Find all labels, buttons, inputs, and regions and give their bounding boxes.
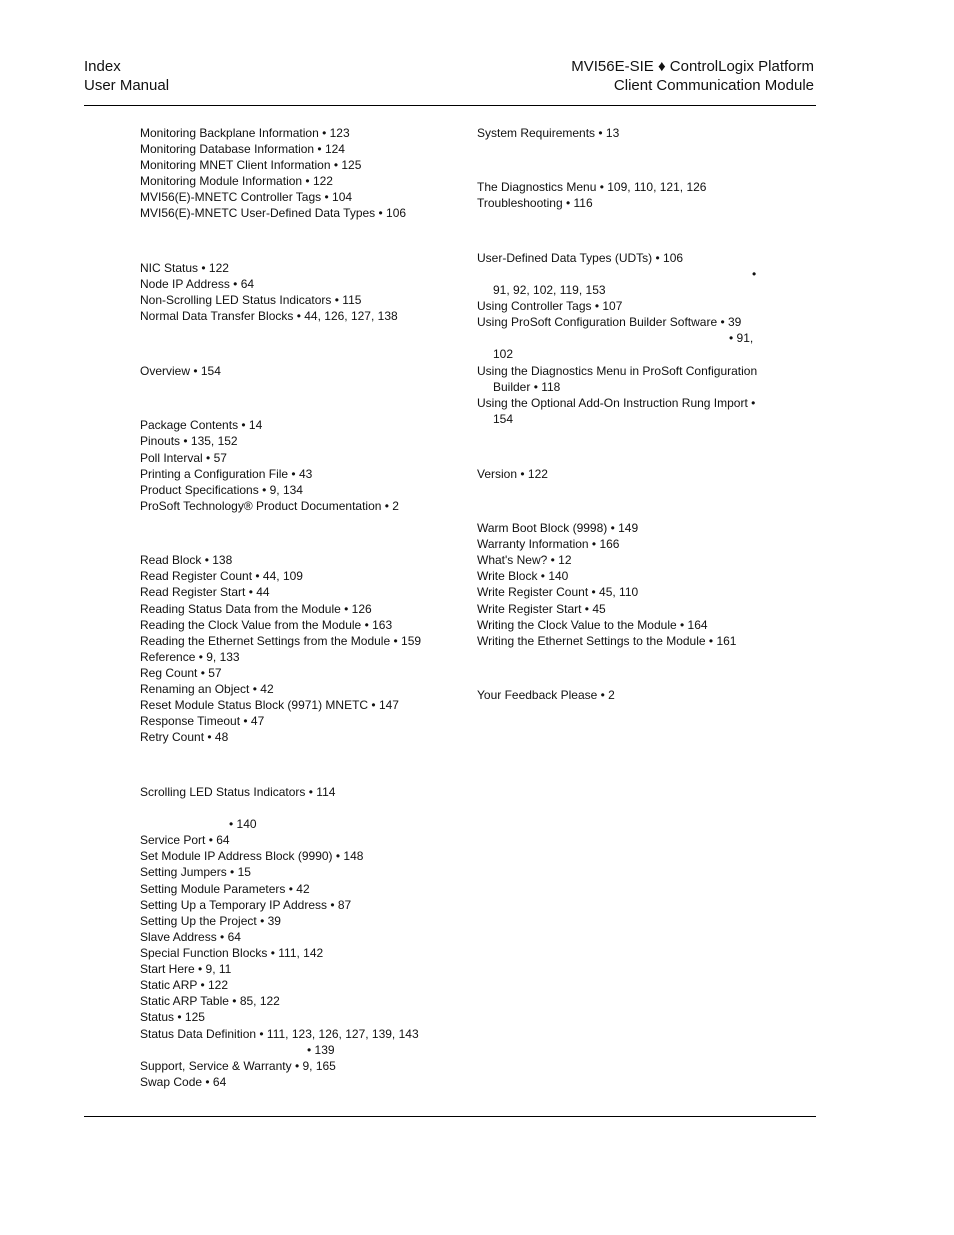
index-entry[interactable]: Normal Data Transfer Blocks • 44, 126, 127, 138 bbox=[140, 309, 398, 323]
index-entry-continuation[interactable]: • 140 bbox=[229, 817, 257, 831]
index-entry-continuation[interactable]: 102 bbox=[493, 347, 514, 361]
index-entry[interactable]: Write Block • 140 bbox=[477, 569, 569, 583]
index-entry[interactable]: Version • 122 bbox=[477, 467, 548, 481]
index-entry[interactable]: Static ARP • 122 bbox=[140, 978, 229, 992]
index-entry[interactable]: Write Register Count • 45, 110 bbox=[477, 585, 639, 599]
index-entry[interactable]: Using the Optional Add-On Instruction Rung Import • bbox=[477, 396, 756, 410]
index-entry[interactable]: Renaming an Object • 42 bbox=[140, 682, 274, 696]
index-entry[interactable]: Warranty Information • 166 bbox=[477, 537, 620, 551]
index-entry[interactable]: Read Register Start • 44 bbox=[140, 585, 270, 599]
index-entry[interactable]: Static ARP Table • 85, 122 bbox=[140, 994, 280, 1008]
index-entry[interactable]: Product Specifications • 9, 134 bbox=[140, 483, 303, 497]
index-entry[interactable]: Special Function Blocks • 111, 142 bbox=[140, 946, 324, 960]
index-entry[interactable]: Read Block • 138 bbox=[140, 553, 233, 567]
index-entry[interactable]: Monitoring MNET Client Information • 125 bbox=[140, 158, 362, 172]
index-entry[interactable]: Monitoring Database Information • 124 bbox=[140, 142, 345, 156]
index-entry[interactable]: Your Feedback Please • 2 bbox=[477, 688, 615, 702]
index-entry[interactable]: Reading Status Data from the Module • 126 bbox=[140, 602, 372, 616]
index-entry[interactable]: Reset Module Status Block (9971) MNETC • 147 bbox=[140, 698, 399, 712]
index-entry[interactable]: Set Module IP Address Block (9990) • 148 bbox=[140, 849, 364, 863]
index-entry[interactable]: Write Register Start • 45 bbox=[477, 602, 606, 616]
index-entry-continuation[interactable]: • 139 bbox=[307, 1043, 335, 1057]
index-entry[interactable]: Support, Service & Warranty • 9, 165 bbox=[140, 1059, 336, 1073]
index-entry[interactable]: Retry Count • 48 bbox=[140, 730, 229, 744]
index-entry[interactable]: Swap Code • 64 bbox=[140, 1075, 227, 1089]
index-entry[interactable]: Start Here • 9, 11 bbox=[140, 962, 232, 976]
index-entry-continuation[interactable]: • bbox=[752, 267, 757, 281]
index-entry[interactable]: Printing a Configuration File • 43 bbox=[140, 467, 313, 481]
footer-divider bbox=[84, 1116, 816, 1117]
index-entry[interactable]: Setting Up the Project • 39 bbox=[140, 914, 281, 928]
index-entry-continuation[interactable]: 91, 92, 102, 119, 153 bbox=[493, 283, 606, 297]
index-entry[interactable]: ProSoft Technology® Product Documentation • 2 bbox=[140, 499, 399, 513]
index-entry[interactable]: Status • 125 bbox=[140, 1010, 205, 1024]
index-entry[interactable]: Troubleshooting • 116 bbox=[477, 196, 593, 210]
index-entry[interactable]: Using the Diagnostics Menu in ProSoft Configuration bbox=[477, 364, 758, 378]
index-entry[interactable]: MVI56(E)-MNETC Controller Tags • 104 bbox=[140, 190, 353, 204]
index-entry[interactable]: Reading the Clock Value from the Module • 163 bbox=[140, 618, 393, 632]
index-entry[interactable]: Package Contents • 14 bbox=[140, 418, 263, 432]
index-entry[interactable]: NIC Status • 122 bbox=[140, 261, 229, 275]
index-entry[interactable]: Poll Interval • 57 bbox=[140, 451, 227, 465]
index-entry[interactable]: Setting Up a Temporary IP Address • 87 bbox=[140, 898, 352, 912]
index-entry[interactable]: Reg Count • 57 bbox=[140, 666, 222, 680]
index-entry[interactable]: Node IP Address • 64 bbox=[140, 277, 255, 291]
index-entry[interactable]: Writing the Ethernet Settings to the Module • 161 bbox=[477, 634, 737, 648]
index-entry[interactable]: Slave Address • 64 bbox=[140, 930, 241, 944]
index-entry[interactable]: The Diagnostics Menu • 109, 110, 121, 126 bbox=[477, 180, 707, 194]
index-entry[interactable]: Scrolling LED Status Indicators • 114 bbox=[140, 785, 336, 799]
index-entry[interactable]: Using ProSoft Configuration Builder Software • 39 bbox=[477, 315, 742, 329]
index-entry[interactable]: User-Defined Data Types (UDTs) • 106 bbox=[477, 251, 684, 265]
index-entry[interactable]: Service Port • 64 bbox=[140, 833, 230, 847]
index-entry[interactable]: Overview • 154 bbox=[140, 364, 221, 378]
header-right bbox=[571, 57, 814, 95]
index-entry[interactable]: Reference • 9, 133 bbox=[140, 650, 240, 664]
index-entry[interactable]: Response Timeout • 47 bbox=[140, 714, 265, 728]
index-entry[interactable]: Writing the Clock Value to the Module • 164 bbox=[477, 618, 708, 632]
header-product-title: MVI56E-SIE ♦ ControlLogix Platform bbox=[571, 58, 814, 75]
index-entry[interactable]: Status Data Definition • 111, 123, 126, 127, 139, 143 bbox=[140, 1027, 419, 1041]
index-entry[interactable]: Setting Jumpers • 15 bbox=[140, 865, 251, 879]
header-section-title: Index bbox=[84, 58, 121, 75]
index-entry-continuation[interactable]: 154 bbox=[493, 412, 514, 426]
index-entry-continuation[interactable]: Builder • 118 bbox=[493, 380, 561, 394]
index-entry[interactable]: Setting Module Parameters • 42 bbox=[140, 882, 310, 896]
index-entry[interactable]: Warm Boot Block (9998) • 149 bbox=[477, 521, 639, 535]
index-entry[interactable]: Monitoring Backplane Information • 123 bbox=[140, 126, 350, 140]
index-entry[interactable]: Read Register Count • 44, 109 bbox=[140, 569, 303, 583]
header-left bbox=[84, 57, 169, 95]
index-entry-continuation[interactable]: • 91, bbox=[729, 331, 754, 345]
index-entry[interactable]: Pinouts • 135, 152 bbox=[140, 434, 238, 448]
index-entry[interactable]: Non-Scrolling LED Status Indicators • 115 bbox=[140, 293, 362, 307]
header-document-type: User Manual bbox=[84, 77, 170, 94]
header-divider bbox=[84, 105, 816, 106]
index-entry[interactable]: What's New? • 12 bbox=[477, 553, 572, 567]
index-entry[interactable]: MVI56(E)-MNETC User-Defined Data Types • 106 bbox=[140, 206, 407, 220]
index-entry[interactable]: Using Controller Tags • 107 bbox=[477, 299, 623, 313]
index-entry[interactable]: System Requirements • 13 bbox=[477, 126, 620, 140]
index-entry[interactable]: Monitoring Module Information • 122 bbox=[140, 174, 333, 188]
header-product-subtitle: Client Communication Module bbox=[613, 77, 814, 94]
index-entry[interactable]: Reading the Ethernet Settings from the Module • 159 bbox=[140, 634, 422, 648]
